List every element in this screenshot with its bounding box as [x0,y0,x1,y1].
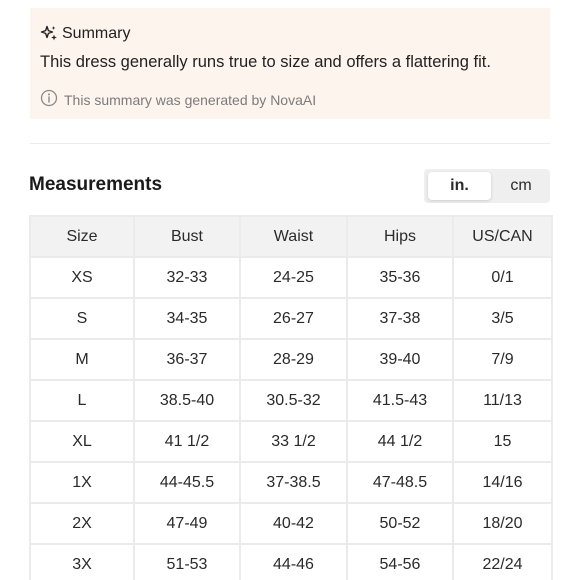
us-can-cell: 0/1 [453,257,552,298]
us-can-cell: 11/13 [453,380,552,421]
bust-cell: 51-53 [134,544,240,580]
size-cell: 1X [30,462,134,503]
summary-text: This dress generally runs true to size and offers a flattering fit. [40,53,491,71]
column-header-hips: Hips [347,216,453,257]
bust-cell: 36-37 [134,339,240,380]
bust-cell: 47-49 [134,503,240,544]
hips-cell: 47-48.5 [347,462,453,503]
table-row [30,257,552,298]
size-chart-table [29,215,553,580]
summary-heading: Summary [62,25,131,42]
size-cell: 2X [30,503,134,544]
waist-cell: 44-46 [240,544,347,580]
column-header-us-can: US/CAN [453,216,552,257]
summary-card [30,8,550,119]
measurements-title: Measurements [29,174,163,195]
summary-note-text: This summary was generated by NovaAI [64,91,317,108]
size-cell: 3X [30,544,134,580]
waist-cell: 40-42 [240,503,347,544]
summary-note [40,89,316,110]
table-row [30,462,552,503]
unit-inches-button[interactable]: in. [428,172,491,200]
section-divider [30,119,550,144]
us-can-cell: 22/24 [453,544,552,580]
us-can-cell: 18/20 [453,503,552,544]
unit-cm-button[interactable]: cm [510,177,532,194]
size-cell: S [30,298,134,339]
column-header-bust: Bust [134,216,240,257]
bust-cell: 38.5-40 [134,380,240,421]
hips-cell: 37-38 [347,298,453,339]
table-header-row [30,216,552,257]
table-row [30,339,552,380]
size-cell: XS [30,257,134,298]
us-can-cell: 14/16 [453,462,552,503]
size-cell: XL [30,421,134,462]
waist-cell: 30.5-32 [240,380,347,421]
us-can-cell: 15 [453,421,552,462]
hips-cell: 39-40 [347,339,453,380]
bust-cell: 34-35 [134,298,240,339]
waist-cell: 33 1/2 [240,421,347,462]
waist-cell: 28-29 [240,339,347,380]
bust-cell: 41 1/2 [134,421,240,462]
hips-cell: 54-56 [347,544,453,580]
size-cell: L [30,380,134,421]
us-can-cell: 3/5 [453,298,552,339]
size-cell: M [30,339,134,380]
table-row [30,298,552,339]
table-row [30,503,552,544]
bust-cell: 44-45.5 [134,462,240,503]
column-header-size: Size [30,216,134,257]
waist-cell: 26-27 [240,298,347,339]
hips-cell: 41.5-43 [347,380,453,421]
info-icon [40,89,58,110]
table-row [30,544,552,580]
table-row [30,421,552,462]
hips-cell: 44 1/2 [347,421,453,462]
waist-cell: 24-25 [240,257,347,298]
unit-toggle [424,169,550,203]
hips-cell: 50-52 [347,503,453,544]
table-row [30,380,552,421]
bust-cell: 32-33 [134,257,240,298]
hips-cell: 35-36 [347,257,453,298]
waist-cell: 37-38.5 [240,462,347,503]
sparkle-icon [40,25,58,43]
summary-header [40,25,130,43]
us-can-cell: 7/9 [453,339,552,380]
column-header-waist: Waist [240,216,347,257]
